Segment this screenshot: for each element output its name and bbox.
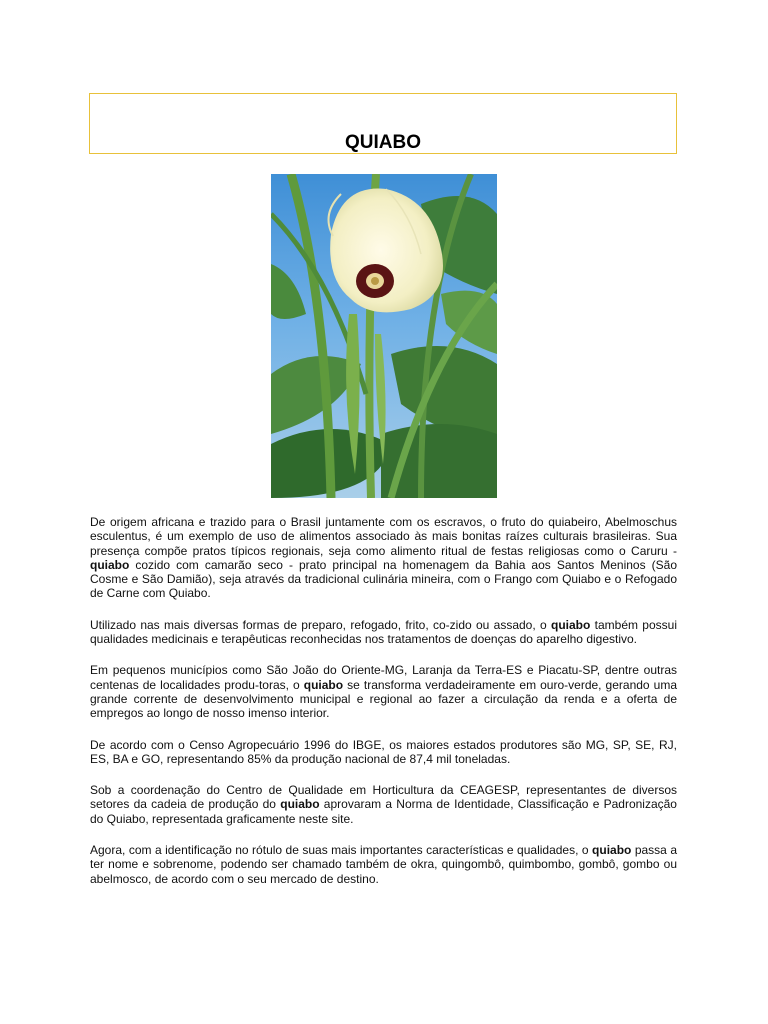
paragraph-4: De acordo com o Censo Agropecuário 1996 do IBGE, os maiores estados produtores são MG, SP, SE, RJ, ES, BA e GO, representando 85% da produção nacional de 87,4 mil toneladas.: [90, 737, 677, 766]
paragraph-3: Em pequenos municípios como São João do Oriente-MG, Laranja da Terra-ES e Piacatu-SP, dentre outras centenas de localidades produ-toras, o quiabo se transforma verdadeiramente em ouro-verde, gerando uma grande corrente de desenvolvimento municipal e regional ao fazer a circulação da renda e a oferta de empregos ao longo de nosso imenso interior.: [90, 663, 677, 721]
paragraph-2: Utilizado nas mais diversas formas de preparo, refogado, frito, co-zido ou assado, o quiabo também possui qualidades medicinais e terapêuticas reconhecidas nos tratamentos de doenças do aparelho digestivo.: [90, 617, 677, 647]
article-body: [90, 515, 677, 903]
title-box: [89, 93, 677, 154]
paragraph-5: Sob a coordenação do Centro de Qualidade em Horticultura da CEAGESP, representantes de diversos setores da cadeia de produção do quiabo aprovaram a Norma de Identidade, Classificação e Padronização do Quiabo, representada graficamente neste site.: [90, 783, 677, 826]
page-title: QUIABO: [345, 132, 421, 153]
paragraph-1: De origem africana e trazido para o Brasil juntamente com os escravos, o fruto do quiabeiro, Abelmoschus esculentus, é um exemplo de uso de alimentos associado às mais bonitas raízes culturais brasileiras. Sua presença compõe pratos típicos regionais, seja como alimento ritual de festas religiosas como o Caruru - quiabo cozido com camarão seco - prato principal na homenagem da Bahia aos Santos Meninos (São Cosme e São Damião), seja através da tradicional culinária mineira, com o Frango com Quiabo e o Refogado de Carne com Quiabo.: [90, 515, 677, 601]
paragraph-6: Agora, com a identificação no rótulo de suas mais importantes características e qualidades, o quiabo passa a ter nome e sobrenome, podendo ser chamado também de okra, quingombô, quimbombo, gombô, gombo ou abelmosco, de acordo com o seu mercado de destino.: [90, 843, 677, 886]
okra-plant-photo: [271, 174, 497, 498]
